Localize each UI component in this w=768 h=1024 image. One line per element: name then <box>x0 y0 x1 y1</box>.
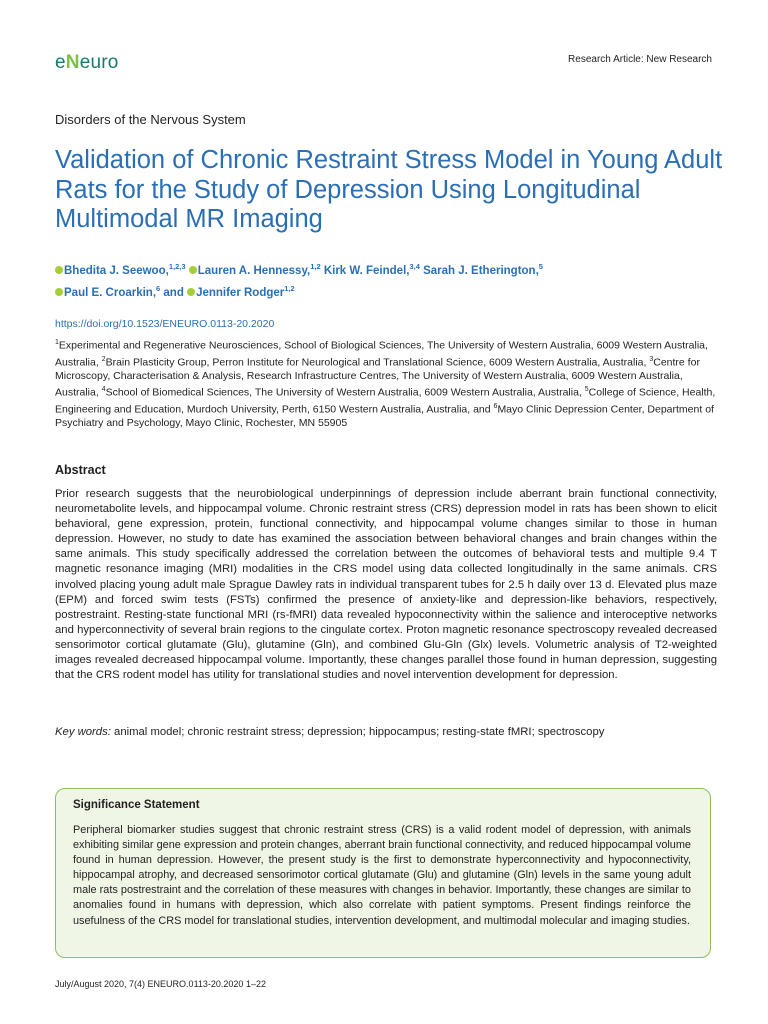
significance-heading: Significance Statement <box>73 799 200 811</box>
orcid-icon[interactable] <box>189 266 197 274</box>
abstract-heading: Abstract <box>55 463 106 477</box>
keywords-label: Key words: <box>55 726 111 738</box>
journal-logo <box>55 52 119 74</box>
abstract-text: Prior research suggests that the neurobiological underpinnings of depression include aberrant brain functional connectivity, neurometabolite levels, and hippocampal volume. Chronic restraint stress (CRS) depression model in rats has been shown to elicit behavioral, gene expression, protein, functional connectivity, and hippocampal volume changes similar to those in human depression. However, no study to date has examined the association between behavioral changes and brain changes within the same animals. This study specifically addressed the correlation between the outcomes of behavioral tests and multiple 9.4 T magnetic resonance imaging (MRI) modalities in the CRS model using data collected longitudinally in the same animals. CRS involved placing young adult male Sprague Dawley rats in individual transparent tubes for 2.5 h daily over 13 d. Elevated plus maze (EPM) and forced swim tests (FSTs) confirmed the presence of anxiety-like and depression-like behaviors, respectively, postrestraint. Resting-state functional MRI (rs-fMRI) data revealed hypoconnectivity within the salience and interoceptive networks and hyperconnectivity of several brain regions to the cingulate cortex. Proton magnetic resonance spectroscopy revealed decreased sensorimotor cortical glutamate (Glu), glutamine (Gln), and combined Glu-Gln (Glx) levels. Volumetric analysis of T2-weighted images revealed decreased hippocampal volume. Importantly, these changes parallel those found in human depression, suggesting that the CRS rodent model has utility for translational studies and novel intervention development for depression. <box>55 488 717 682</box>
orcid-icon[interactable] <box>55 266 63 274</box>
author[interactable]: Sarah J. Etherington,$^5$ <box>423 262 543 277</box>
author-list <box>55 258 735 302</box>
paper-title: Validation of Chronic Restraint Stress Model in Young Adult Rats for the Study of Depression Using Longitudinal Multimodal MR Imaging <box>55 146 723 233</box>
keywords-list: animal model; chronic restraint stress; depression; hippocampus; resting-state fMRI; spectroscopy <box>114 726 605 738</box>
orcid-icon[interactable] <box>187 288 195 296</box>
logo-suffix: euro <box>79 52 119 73</box>
article-type: Research Article: New Research <box>568 54 712 65</box>
logo-n: N <box>65 52 80 73</box>
doi-link[interactable]: https://doi.org/10.1523/ENEURO.0113-20.2020 <box>55 318 275 330</box>
significance-box <box>55 788 711 958</box>
subject-section: Disorders of the Nervous System <box>55 112 246 127</box>
affiliations: $^1$Experimental and Regenerative Neurosciences, School of Biological Sciences, The University of Western Australia, 6009 Western Australia, Australia, $^2$Brain Plasticity Group, Perron Institute for Neurological and Translational Science, 6009 Western Australia, Australia, $^3$Centre for Microscopy, Characterisation & Analysis, Research Infrastructure Centres, The University of Western Australia, 6009 Western Australia, Australia, $^4$School of Biomedical Sciences, The University of Western Australia, 6009 Western Australia, Australia, $^5$College of Science, Health, Engineering and Education, Murdoch University, Perth, 6150 Western Australia, Australia, and $^6$Mayo Clinic Depression Center, Department of Psychiatry and Psychology, Mayo Clinic, Rochester, MN 55905 <box>55 339 716 430</box>
author[interactable]: Jennifer Rodger$^{1,2}$ <box>187 287 295 299</box>
author-conjunction: and <box>163 286 184 299</box>
author[interactable]: Paul E. Croarkin,$^6$ <box>55 287 160 299</box>
author[interactable]: Kirk W. Feindel,$^{3,4}$ <box>323 262 420 277</box>
orcid-icon[interactable] <box>55 288 63 296</box>
page-footer: July/August 2020, 7(4) ENEURO.0113-20.2020 1–22 <box>55 979 266 989</box>
author[interactable]: Bhedita J. Seewoo,$^{1,2,3}$ <box>55 265 186 277</box>
author[interactable]: Lauren A. Hennessy,$^{1,2}$ <box>189 265 321 277</box>
significance-text: Peripheral biomarker studies suggest that chronic restraint stress (CRS) is a valid rodent model of depression, with animals exhibiting similar gene expression and protein changes, aberrant brain functional connectivity, and reduced hippocampal volume found in human depression. However, the present study is the first to demonstrate hyperconnectivity and hypoconnectivity, hippocampal atrophy, and decreased sensorimotor cortical glutamate (Glu) and glutamine (Gln) levels in the same young adult male rats postrestraint and the correlation of these measures with changes in behavior. Importantly, these changes are similar to anomalies found in humans with depression, which also correlate with patient symptoms. Present findings reinforce the usefulness of the CRS model for translational studies, intervention development, and multimodal molecular and imaging studies. <box>73 824 691 927</box>
keywords <box>55 726 604 738</box>
logo-prefix: e <box>55 52 66 73</box>
